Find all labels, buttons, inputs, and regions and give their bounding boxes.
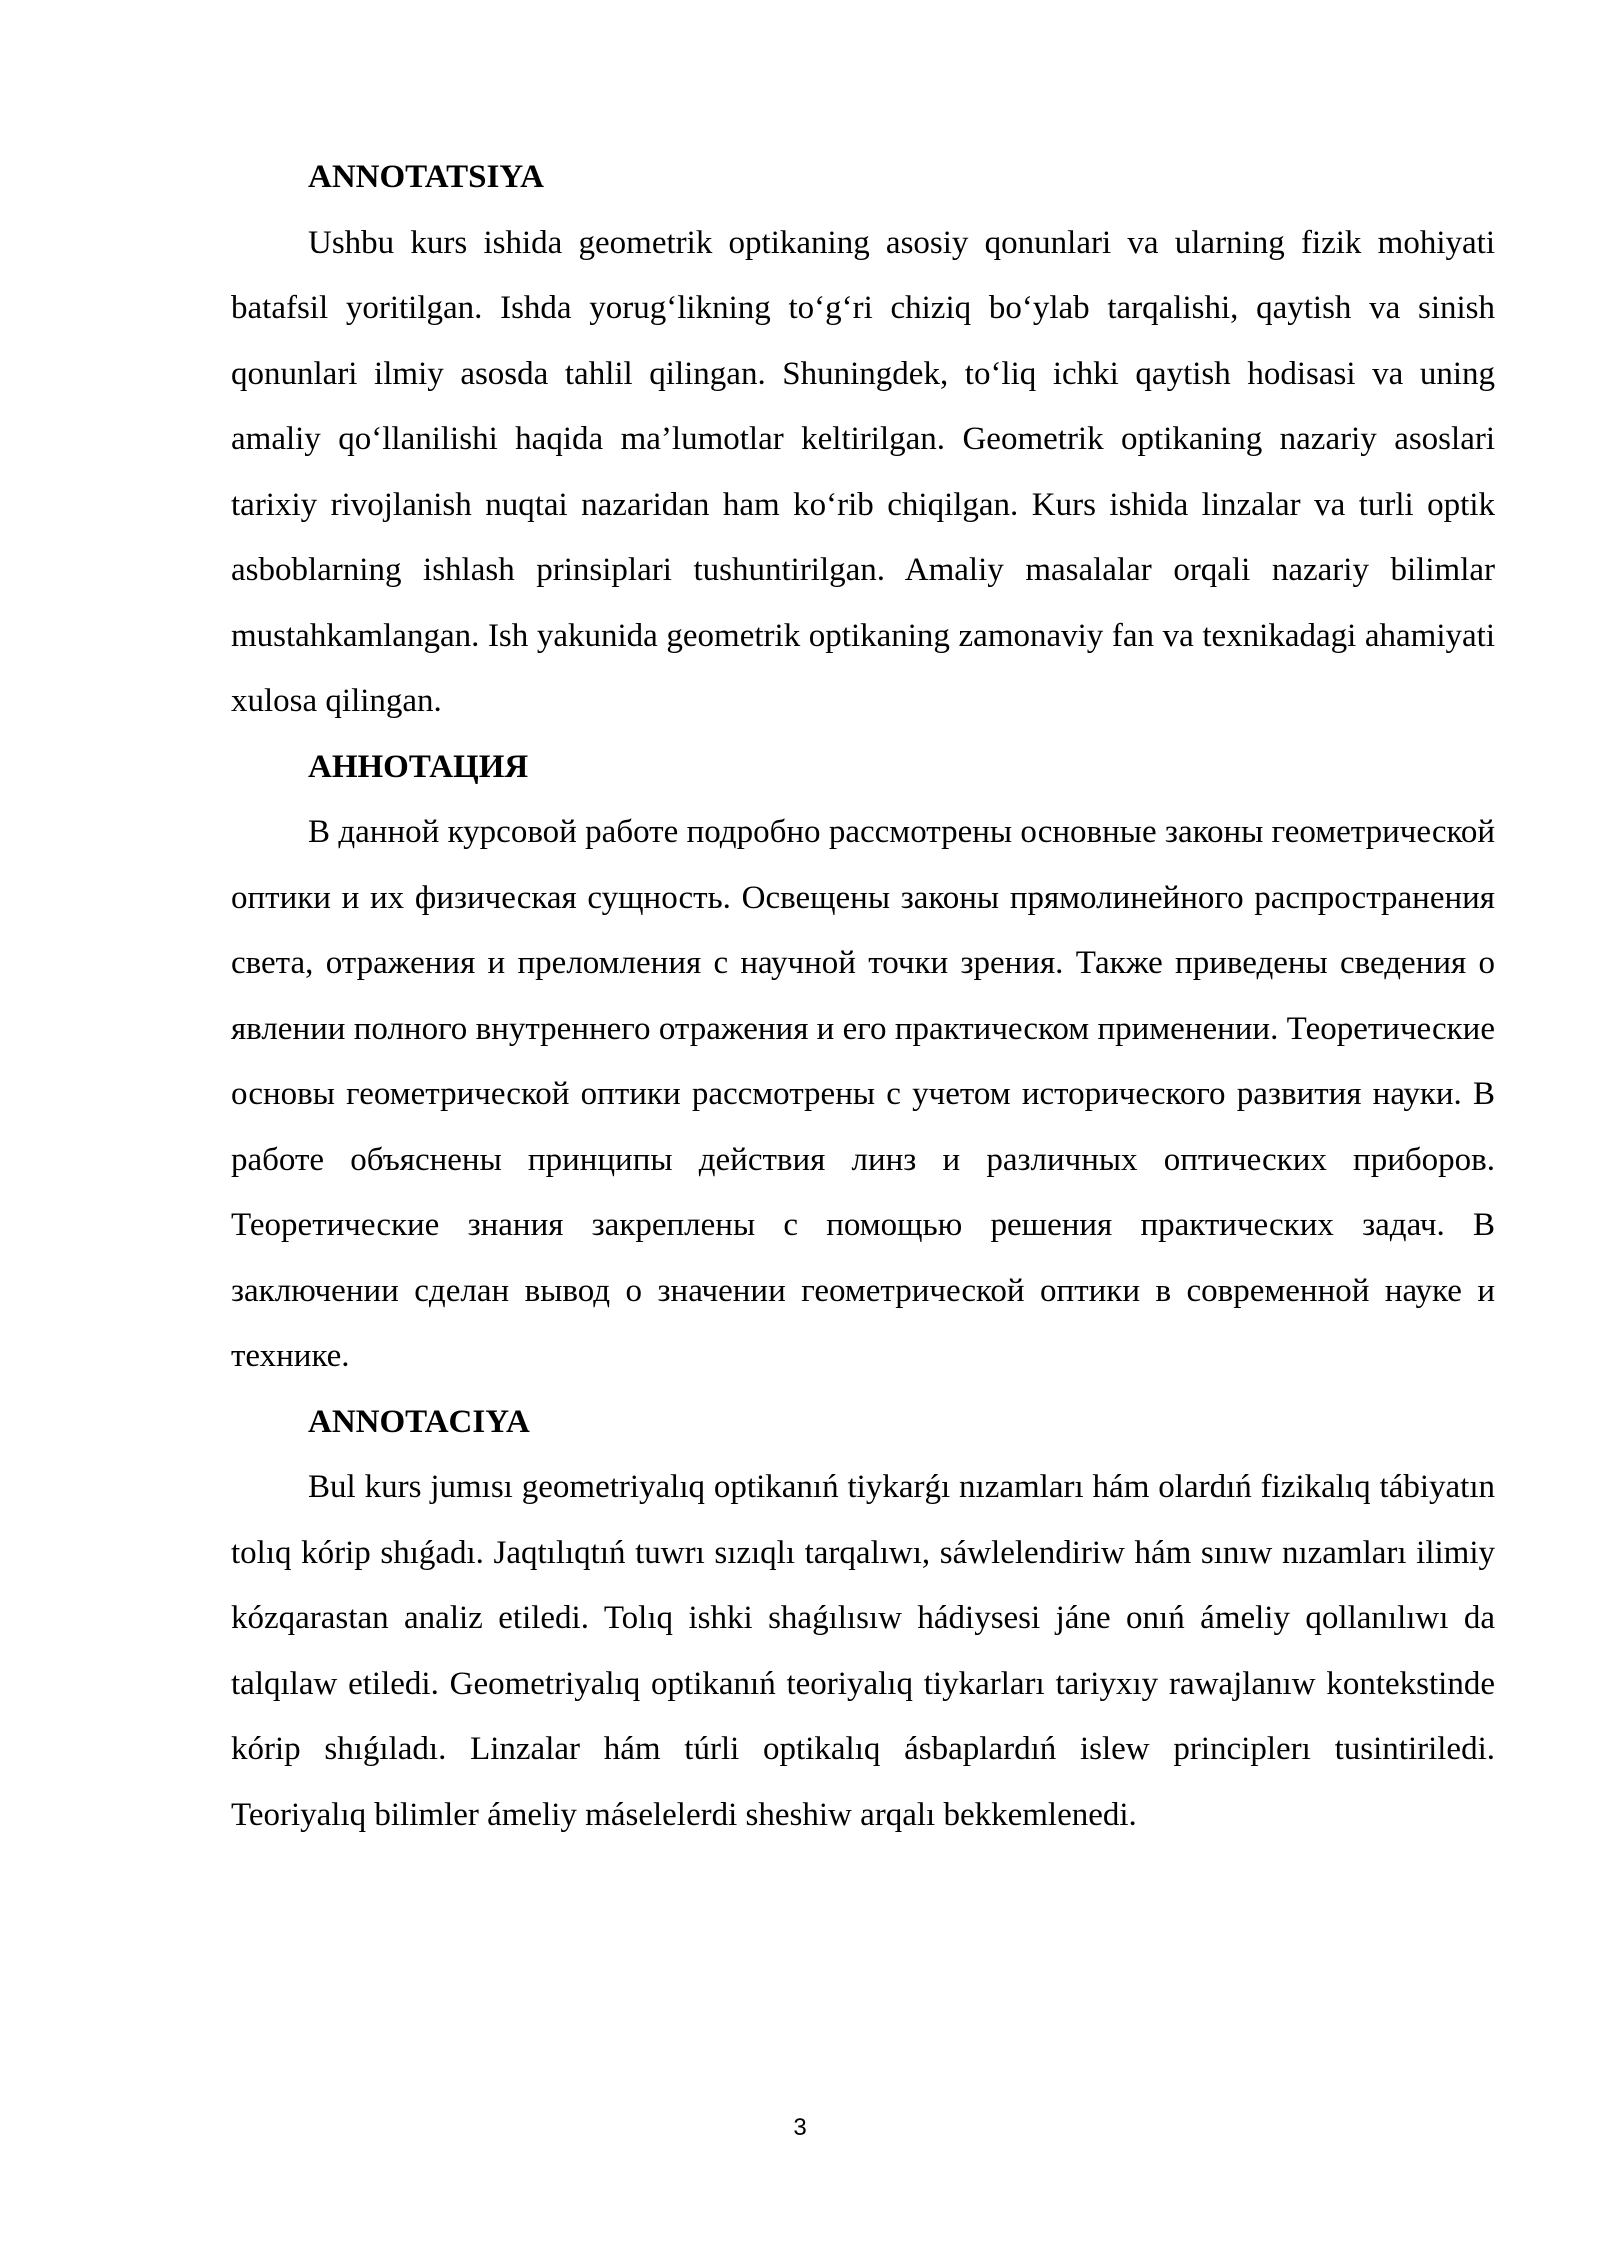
section-heading: ANNOTACIYA: [308, 1403, 530, 1440]
section-paragraph: Bul kurs jumısı geometriyalıq optikanıń tiykarǵı nızamları hám olardıń fizikalıq tábiyatın tolıq kórip shıǵadı. Jaqtılıqtıń tuwrı sızıqlı tarqalıwı, sáwlelendiriw hám sınıw nızamları ilimiy kózqarastan analiz etiledi. Tolıq ishki shaǵılısıw hádiysesi jáne onıń ámeliy qollanılıwı da talqılaw etiledi. Geometriyalıq optikanıń teoriyalıq tiykarları tariyxıy rawajlanıw kontekstinde kórip shıǵıladı. Linzalar hám túrli optikalıq ásbaplardıń islew principlerı tusintiriledi. Teoriyalıq bilimler ámeliy máselelerdi sheshiw arqalı bekkemlenedi.: [231, 1469, 1495, 1833]
section-annotaciya-karakalpak: [231, 1390, 1495, 1849]
section-annotatsiya: [231, 145, 1495, 735]
page-number: 3: [793, 2114, 807, 2141]
section-heading: ANNOTATSIYA: [308, 159, 544, 195]
section-heading: АННОТАЦИЯ: [308, 748, 529, 785]
section-paragraph: Ushbu kurs ishida geometrik optikaning asosiy qonunlari va ularning fizik mohiyati batafsil yoritilgan. Ishda yorug‘likning to‘g‘ri chiziq bo‘ylab tarqalishi, qaytish va sinish qonunlari ilmiy asosda tahlil qilingan. Shuningdek, to‘liq ichki qaytish hodisasi va uning amaliy qo‘llanilishi haqida ma’lumotlar keltirilgan. Geometrik optikaning nazariy asoslari tarixiy rivojlanish nuqtai nazaridan ham ko‘rib chiqilgan. Kurs ishida linzalar va turli optik asboblarning ishlash prinsiplari tushuntirilgan. Amaliy masalalar orqali nazariy bilimlar mustahkamlangan. Ish yakunida geometrik optikaning zamonaviy fan va texnikadagi ahamiyati xulosa qilingan.: [231, 224, 1495, 719]
page-content: [231, 145, 1495, 1848]
section-paragraph: В данной курсовой работе подробно рассмотрены основные законы геометрической оптики и их физическая сущность. Освещены законы прямолинейного распространения света, отражения и преломления с научной точки зрения. Также приведены сведения о явлении полного внутреннего отражения и его практическом применении. Теоретические основы геометрической оптики рассмотрены с учетом исторического развития науки. В работе объяснены принципы действия линз и различных оптических приборов. Теоретические знания закреплены с помощью решения практических задач. В заключении сделан вывод о значении геометрической оптики в современной науке и технике.: [231, 814, 1495, 1374]
section-annotatsiya-russian: [231, 735, 1495, 1390]
